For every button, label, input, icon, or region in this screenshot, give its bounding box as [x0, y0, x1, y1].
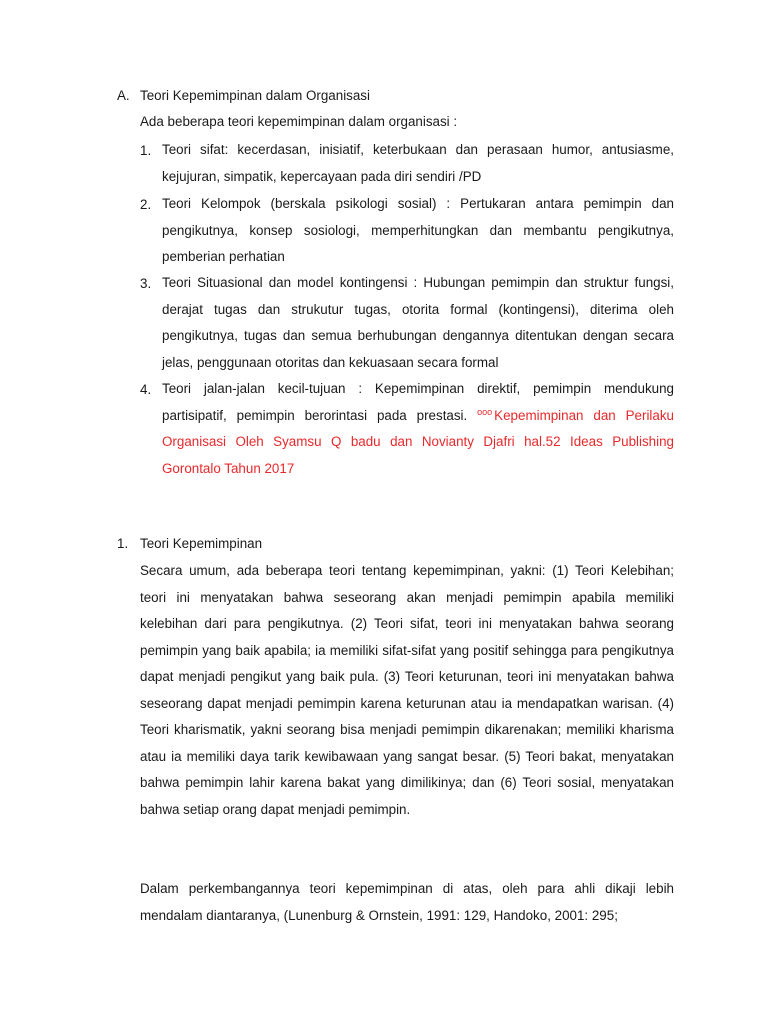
- list-item-1-number: 1.: [140, 143, 152, 158]
- section-1-marker: 1.: [117, 536, 129, 551]
- section-a-marker: A.: [117, 88, 130, 103]
- list-item-2-number: 2.: [140, 197, 152, 212]
- section-1-title: Teori Kepemimpinan: [140, 536, 263, 551]
- citation-reference: Kepemimpinan dan Perilaku Organisasi Oleh Syamsu Q badu dan Novianty Djafri hal.52 Ideas Publishing Gorontalo Tahun 2017: [162, 407, 674, 476]
- list-item-3-text: Teori Situasional dan model kontingensi : Hubungan pemimpin dan struktur fungsi, derajat tugas dan strukutur tugas, otorita formal (kontingensi), diterima oleh pengikutnya, tugas dan semua berhubungan dengannya ditentukan dengan secara jelas, penggunaan otoritas dan kekuasaan secara formal: [162, 275, 674, 370]
- section-a-intro: Ada beberapa teori kepemimpinan dalam organisasi :: [140, 114, 458, 129]
- section-1-paragraph-1: Secara umum, ada beberapa teori tentang kepemimpinan, yakni: (1) Teori Kelebihan; teori ini menyatakan bahwa seseorang akan menjadi pemimpin apabila memiliki kelebihan dari para pengikutnya. (2) Teori sifat, teori ini menyatakan bahwa seorang pemimpin yang baik apabila; ia memiliki sifat-sifat yang positif sehingga para pengikutnya dapat menjadi pengikut yang baik pula. (3) Teori keturunan, teori ini menyatakan bahwa seseorang dapat menjadi pemimpin karena keturunan atau ia mendapatkan warisan. (4) Teori kharismatik, yakni seorang bisa menjadi pemimpin dikarenakan; memiliki kharisma atau ia memiliki daya tarik kewibawaan yang sangat besar. (5) Teori bakat, menyatakan bahwa pemimpin lahir karena bakat yang dimilikinya; dan (6) Teori sosial, menyatakan bahwa setiap orang dapat menjadi pemimpin.: [140, 563, 674, 817]
- list-item-4-body: Teori jalan-jalan kecil-tujuan : Kepemimpinan direktif, pemimpin mendukung partisipatif, pemimpin berorintasi pada prestasi.: [162, 381, 674, 423]
- list-item-4-text: [162, 376, 674, 482]
- list-item-4-number: 4.: [140, 382, 152, 397]
- section-1-paragraph-2: Dalam perkembangannya teori kepemimpinan di atas, oleh para ahli dikaji lebih mendalam diantaranya, (Lunenburg & Ornstein, 1991: 129, Handoko, 2001: 295;: [140, 881, 674, 923]
- footnote-marker: ooo: [477, 406, 493, 417]
- section-a-title: Teori Kepemimpinan dalam Organisasi: [140, 88, 370, 103]
- list-item-2-text: Teori Kelompok (berskala psikologi sosial) : Pertukaran antara pemimpin dan pengikutnya, konsep sosiologi, memperhitungkan dan membantu pengikutnya, pemberian perhatian: [162, 196, 674, 264]
- list-item-1-text: Teori sifat: kecerdasan, inisiatif, keterbukaan dan perasaan humor, antusiasme, kejujuran, simpatik, kepercayaan pada diri sendiri /PD: [162, 142, 674, 184]
- list-item-3-number: 3.: [140, 276, 152, 291]
